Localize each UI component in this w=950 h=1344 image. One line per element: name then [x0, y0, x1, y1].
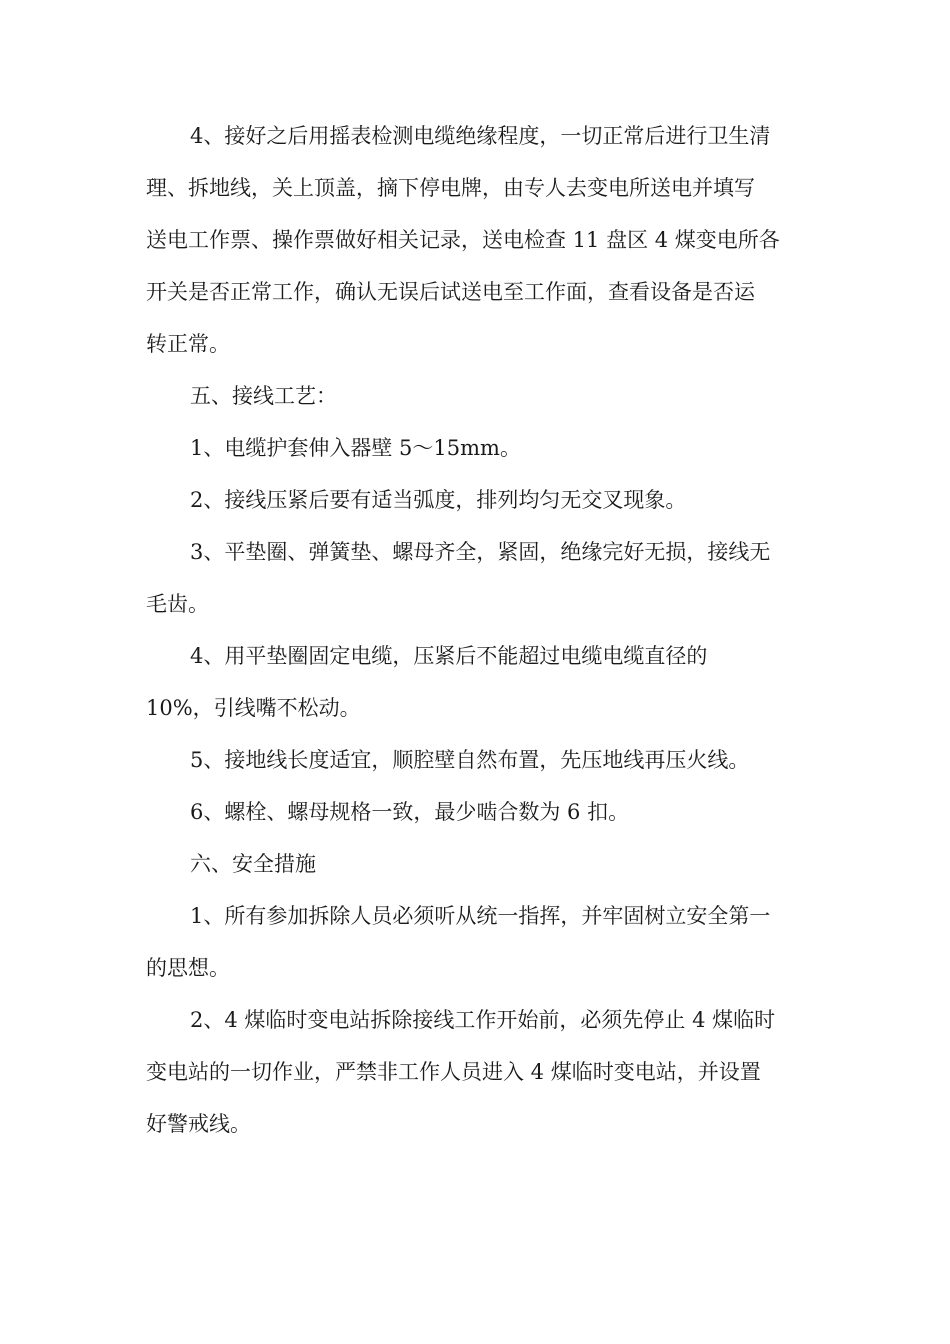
- text-line: 转正常。: [146, 332, 230, 356]
- text-line: 6、螺栓、螺母规格一致，最少啮合数为 6 扣。: [190, 800, 630, 824]
- text-line: 4、接好之后用摇表检测电缆绝缘程度，一切正常后进行卫生清: [190, 124, 771, 148]
- section-heading-safety-measures: [146, 838, 810, 890]
- text-line: 理、拆地线，关上顶盖，摘下停电牌，由专人去变电所送电并填写: [146, 176, 755, 200]
- paragraph-safety-2: [146, 994, 810, 1150]
- paragraph-step-4-insulation: [146, 110, 810, 370]
- text-line: 5、接地线长度适宜，顺腔壁自然布置，先压地线再压火线。: [190, 748, 750, 772]
- text-line: 4、用平垫圈固定电缆，压紧后不能超过电缆电缆直径的: [190, 644, 708, 668]
- paragraph-wiring-2: [146, 474, 810, 526]
- text-line: 1、电缆护套伸入器壁 5～15mm。: [190, 436, 521, 460]
- text-line: 的思想。: [146, 956, 230, 980]
- text-line: 送电工作票、操作票做好相关记录，送电检查 11 盘区 4 煤变电所各: [146, 228, 780, 252]
- text-line: 好警戒线。: [146, 1112, 251, 1136]
- paragraph-wiring-1: [146, 422, 810, 474]
- paragraph-wiring-3: [146, 526, 810, 630]
- paragraph-safety-1: [146, 890, 810, 994]
- text-line: 2、接线压紧后要有适当弧度，排列均匀无交叉现象。: [190, 488, 687, 512]
- heading-text: 六、安全措施: [190, 852, 316, 876]
- paragraph-wiring-5: [146, 734, 810, 786]
- paragraph-wiring-6: [146, 786, 810, 838]
- heading-text: 五、接线工艺：: [190, 384, 337, 408]
- text-line: 3、平垫圈、弹簧垫、螺母齐全，紧固，绝缘完好无损，接线无: [190, 540, 771, 564]
- text-line: 变电站的一切作业，严禁非工作人员进入 4 煤临时变电站，并设置: [146, 1060, 761, 1084]
- text-line: 开关是否正常工作，确认无误后试送电至工作面，查看设备是否运: [146, 280, 755, 304]
- text-line: 1、所有参加拆除人员必须听从统一指挥，并牢固树立安全第一: [190, 904, 771, 928]
- text-line: 2、4 煤临时变电站拆除接线工作开始前，必须先停止 4 煤临时: [190, 1008, 776, 1032]
- text-line: 10%，引线嘴不松动。: [146, 696, 361, 720]
- text-line: 毛齿。: [146, 592, 209, 616]
- section-heading-wiring-process: [146, 370, 810, 422]
- paragraph-wiring-4: [146, 630, 810, 734]
